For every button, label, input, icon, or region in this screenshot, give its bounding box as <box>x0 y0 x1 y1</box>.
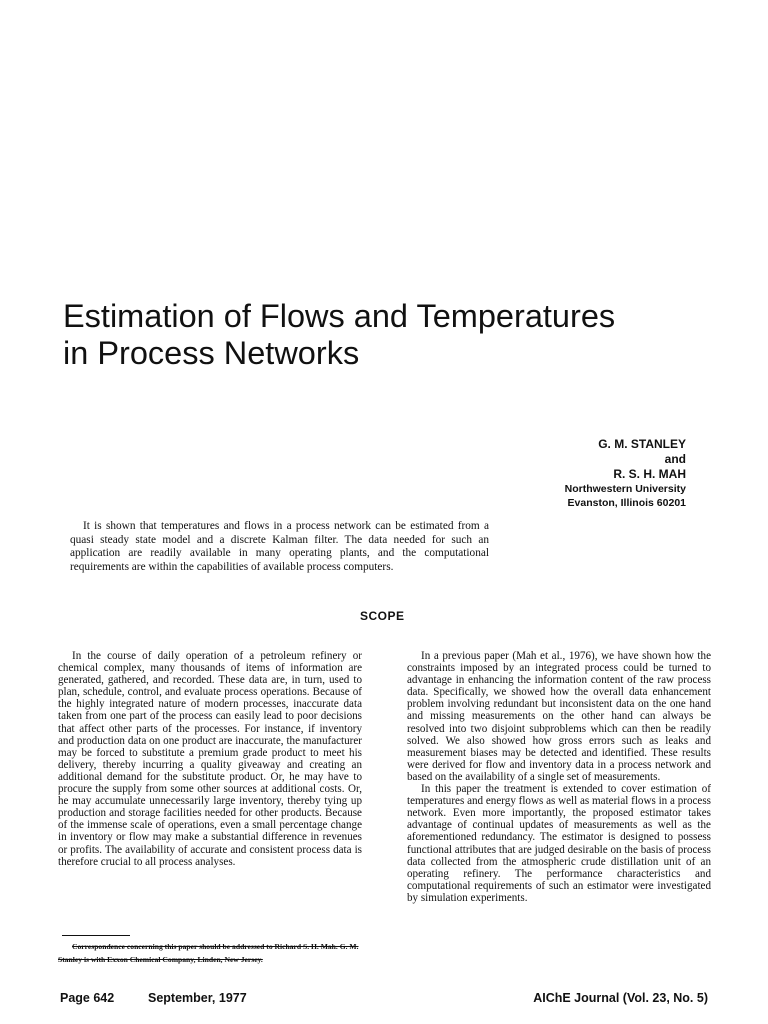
author-block <box>565 437 686 510</box>
journal-citation: AIChE Journal (Vol. 23, No. 5) <box>533 991 708 1005</box>
footnote-rule <box>62 935 130 936</box>
section-heading-scope: SCOPE <box>360 609 405 623</box>
abstract: It is shown that temperatures and flows in a process network can be estimated from a quasi steady state model and a discrete Kalman filter. The data needed for such an application are readily available in many operating plants, and the computational requirements are within the capabilities of available process computers. <box>70 520 489 573</box>
author-affiliation: Northwestern University <box>564 483 686 495</box>
right-paragraph-2: In this paper the treatment is extended to cover estimation of temperatures and energy flows as well as material flows in a process network. Even more importantly, the proposed estimator takes advantage of continual updates of measurements as well as the aforementioned redundancy. The estimator is designed to possess functional attributes that are judged desirable on the basis of process data collected from the atmospheric crude distillation unit of an operating refinery. The performance characteristics and computational requirements of such an estimator were investigated by simulation experiments. <box>407 783 711 904</box>
left-paragraph-1: In the course of daily operation of a petroleum refinery or chemical complex, many thousands of items of information are generated, gathered, and recorded. These data are, in turn, used to plan, schedule, control, and evaluate process operations. Because of the highly integrated nature of modern processes, inaccurate data taken from one part of the process can easily lead to poor decisions that affect other parts of the processes. For instance, if inventory and production data on one product are inaccurate, the manufacturer may be forced to substitute a premium grade product to meet his delivery, thereby incurring a quality giveaway and creating an additional demand for the substitute product. Or, he may have to procure the supply from some other sources at additional costs. Or, he may accumulate unnecessarily large inventory, thereby tying up production and storage facilities needed for other products. Because of the immense scale of operations, even a small percentage change in inventory or flow may make a substantial difference in revenues or profits. The availability of accurate and consistent process data is therefore crucial to all process analyses. <box>58 650 362 868</box>
title-line-2: in Process Networks <box>63 335 360 371</box>
page-number: Page 642 <box>60 991 115 1005</box>
left-column <box>58 650 362 868</box>
right-column <box>407 650 711 904</box>
author-1: G. M. STANLEY <box>598 437 686 451</box>
author-location: Evanston, Illinois 60201 <box>567 497 686 509</box>
publication-date: September, 1977 <box>148 991 247 1005</box>
title-line-1: Estimation of Flows and Temperatures <box>63 298 616 334</box>
author-conjunction: and <box>664 452 686 466</box>
author-2: R. S. H. MAH <box>613 467 686 481</box>
page-footer <box>0 991 768 1007</box>
footnote: Correspondence concerning this paper should be addressed to Richard S. H. Mah. G. M. Stanley is with Exxon Chemical Company, Linden, New Jersey. <box>58 942 359 964</box>
paper-title <box>63 298 723 372</box>
right-paragraph-1: In a previous paper (Mah et al., 1976), we have shown how the constraints imposed by an integrated process could be turned to advantage in enhancing the information content of the raw process data. Specifically, we showed how the overall data enhancement problem involving redundant but inconsistent data on the one hand and missing measurements on the other hand can always be resolved into two disjoint subproblems which can then be readily solved. We also showed how gross errors such as leaks and measurement biases may be detected and identified. These results were derived for flow and inventory data in a process network and based on the availability of a single set of measurements. <box>407 650 711 783</box>
